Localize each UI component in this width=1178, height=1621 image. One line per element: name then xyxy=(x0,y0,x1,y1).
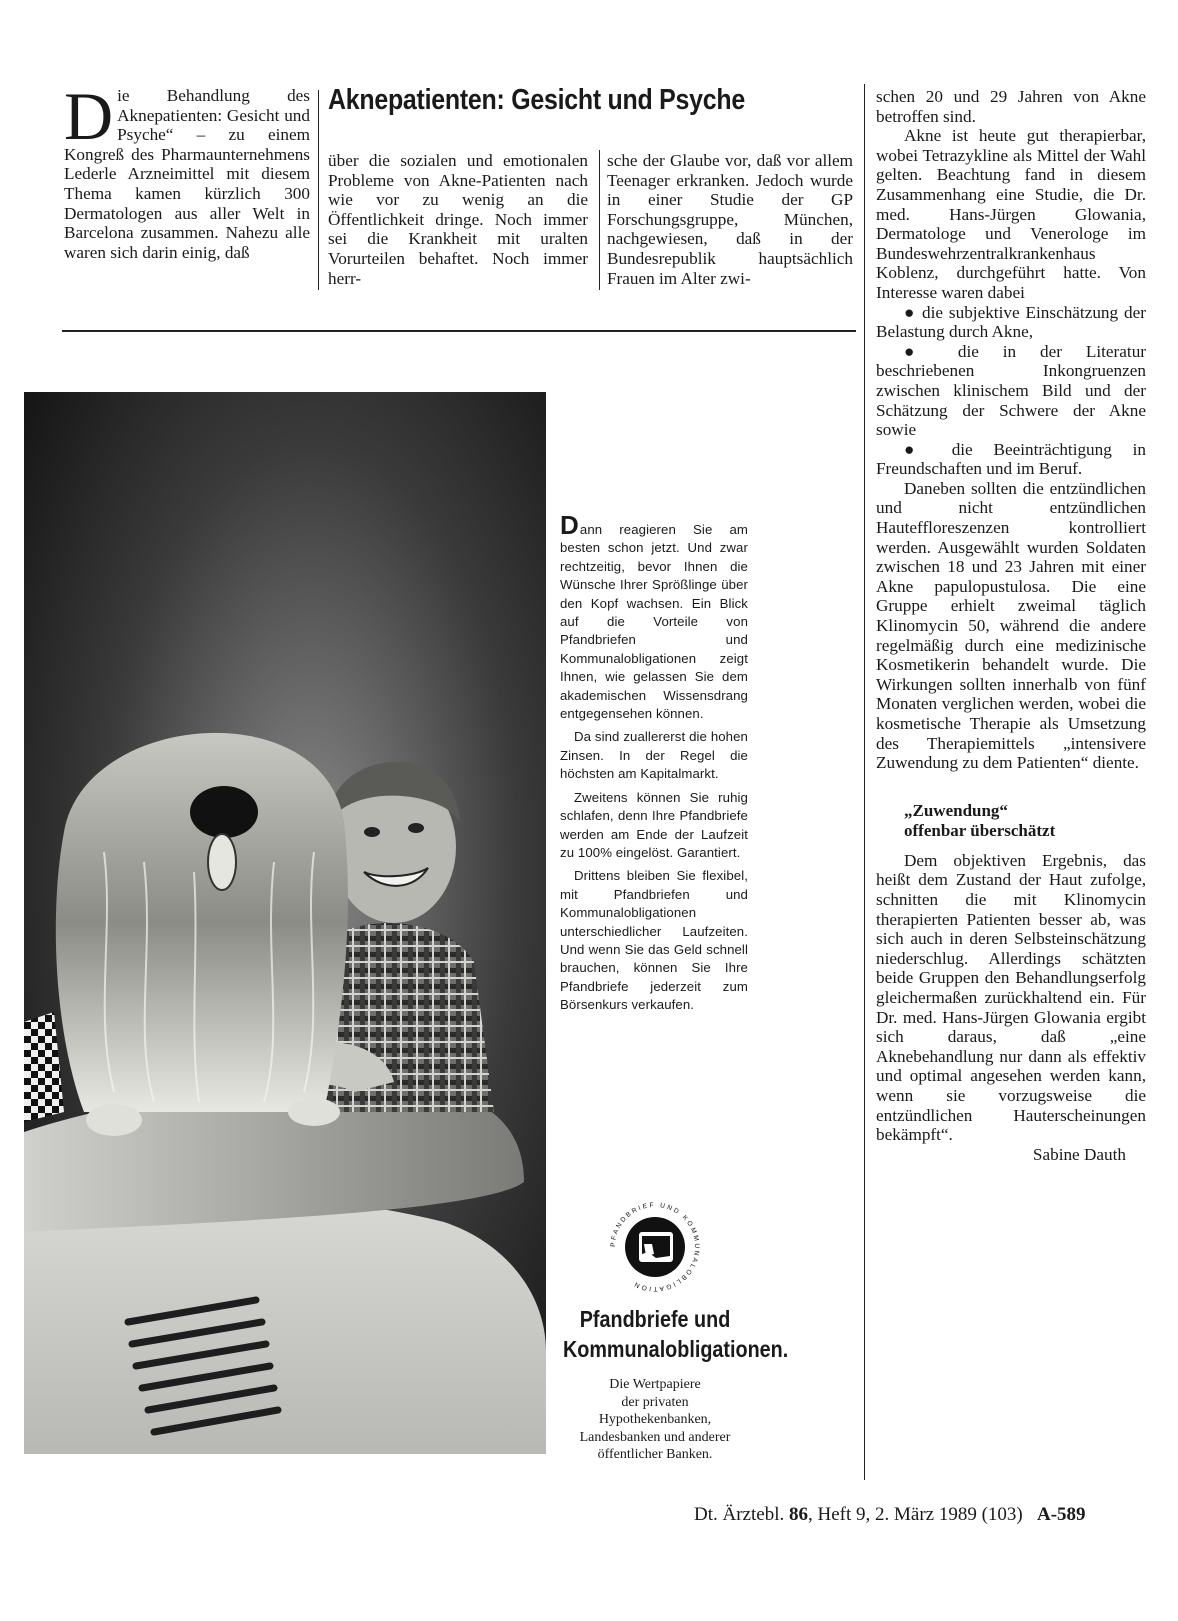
article-column-2 xyxy=(328,151,588,288)
ad-drop-cap: D xyxy=(560,510,579,540)
ad-paragraph: Dann reagieren Sie am besten schon jetzt. Und zwar rechtzeitig, bevor Ihnen die Wünsche Ihrer Sprößlinge über den Kopf wachsen. Ein Blick auf die Vorteile von Pfandbriefen und Kommunalobligationen zeigt Ihnen, wie gelassen Sie dem akademischen Wissensdrang entgegensehen können. xyxy=(560,510,748,722)
page-number: A-589 xyxy=(1037,1504,1086,1525)
right-paragraph: Dem objektiven Ergebnis, das heißt dem Zustand der Haut zufolge, schnitten die mit Klinomycin therapierten Patienten besser ab, was sich auch in deren Selbsteinschätzung niederschlug. Allerdings schätzten beide Gruppen den Behandlungserfolg gleichermaßen zurückhaltend ein. Für Dr. med. Hans-Jürgen Glowania ergibt sich daraus, daß „eine Aknebehandlung nur dann als effektiv und optimal angesehen werden kann, wenn sie vorzugsweise die entzündlichen Hauterscheinungen bekämpft“. xyxy=(876,850,1146,1145)
column-rule xyxy=(318,90,319,290)
bullet-item: ● die in der Literatur beschriebenen Inkongruenzen zwischen klinischem Bild und der Schätzung der Schwere der Akne sowie xyxy=(876,341,1147,440)
pfandbrief-logo xyxy=(604,1196,706,1298)
horizontal-rule xyxy=(62,330,856,332)
right-paragraph: Daneben sollten die entzündlichen und nicht entzündlichen Hauteffloreszenzen kontrolliert werden. Ausgewählt wurden Soldaten zwischen 18 und 23 Jahren mit einer Akne papulopustulosa. Die eine Gruppe erhielt zweimal täglich Klinomycin 50, während die andere regelmäßig durch eine medizinische Kosmetikerin behandelt wurde. Die Wirkungen sollten innerhalb von fünf Monaten verglichen werden, wobei die kosmetische Therapie als Umsetzung des Therapiemittels „intensivere Zuwendung zu dem Patienten“ diente. xyxy=(876,478,1146,773)
article-headline: Aknepatienten: Gesicht und Psyche xyxy=(328,84,745,116)
drop-cap: D xyxy=(64,78,114,154)
ad-paragraph: Zweitens können Sie ruhig schlafen, denn Ihre Pfandbriefe werden am Ende der Laufzeit zu 100% eingelöst. Garantiert. xyxy=(560,789,748,860)
author-name: Sabine Dauth xyxy=(1032,1144,1126,1164)
journal-volume: 86 xyxy=(788,1504,808,1525)
column-rule xyxy=(864,84,865,1480)
column-rule xyxy=(599,150,600,290)
brand-name: Pfandbriefe und Kommunalobligationen. xyxy=(562,1306,789,1362)
bullet-icon: ● xyxy=(904,341,934,361)
right-paragraph: schen 20 und 29 Jahren von Akne betroffen sind. xyxy=(876,87,1146,126)
article-column-3 xyxy=(607,151,853,288)
article-right-column xyxy=(876,87,1146,1164)
ad-photo xyxy=(24,392,546,1454)
article-col2-text: über die sozialen und emotionalen Probleme von Akne-Patienten nach wie vor zu wenig an die Öffentlichkeit dringe. Noch immer sei die Krankheit mit uralten Vorurteilen behaftet. Noch immer herr- xyxy=(328,151,588,288)
article-col3-text: sche der Glaube vor, daß vor allem Teenager erkranken. Jedoch wurde in einer Studie der GP Forschungsgruppe, München, nachgewiesen, daß in der Bundesrepublik hauptsächlich Frauen im Alter zwi- xyxy=(607,151,853,288)
ad-paragraph: Da sind zuallererst die hohen Zinsen. In der Regel die höchsten am Kapitalmarkt. xyxy=(560,729,748,782)
right-paragraph: Akne ist heute gut therapierbar, wobei Tetrazykline als Mittel der Wahl gelten. Beachtung fand in diesem Zusammenhang eine Studie, die Dr. med. Hans-Jürgen Glowania, Dermatologe und Venerologe im Bundeswehrzentralkrankenhaus Koblenz, durchgeführt hatte. Von Interesse waren dabei xyxy=(876,126,1146,302)
logo-ring-text: PFANDBRIEF UND KOMMUNALOBLIGATION xyxy=(609,1201,701,1293)
article-col1-text: ie Behandlung des Aknepatienten: Gesicht und Psyche“ – zu einem Kongreß des Pharmaunternehmens Lederle Arzneimittel mit diesem Thema kamen kürzlich 300 Dermatologen aus aller Welt in Barcelona zusammen. Nahezu alle waren sich darin einig, daß xyxy=(64,86,310,262)
bullet-icon: ● xyxy=(904,302,917,322)
page-footer xyxy=(694,1504,1086,1526)
ad-text xyxy=(560,510,748,1020)
bullet-item: ● die subjektive Einschätzung der Belastung durch Akne, xyxy=(876,302,1146,342)
article-column-1 xyxy=(64,78,310,262)
journal-name: Dt. Ärztebl. xyxy=(694,1504,785,1525)
bullet-item: ● die Beeinträchtigung in Freundschaften und im Beruf. xyxy=(876,439,1147,479)
brand-subtitle: Die Wertpapiere der privaten Hypothekenbanken, Landesbanken und anderer öffentlicher Banken. xyxy=(579,1377,731,1462)
ad-paragraph: Drittens bleiben Sie flexibel, mit Pfandbriefen und Kommunalobligationen unterschiedlicher Laufzeiten. Und wenn Sie das Geld schnell brauchen, können Sie Ihre Pfandbriefe jederzeit zum Börsenkurs verkaufen. xyxy=(560,868,748,1013)
issue-info: , Heft 9, 2. März 1989 (103) xyxy=(807,1504,1023,1525)
bullet-icon: ● xyxy=(904,439,931,459)
subheading: „Zuwendung“ offenbar überschätzt xyxy=(904,800,1056,840)
